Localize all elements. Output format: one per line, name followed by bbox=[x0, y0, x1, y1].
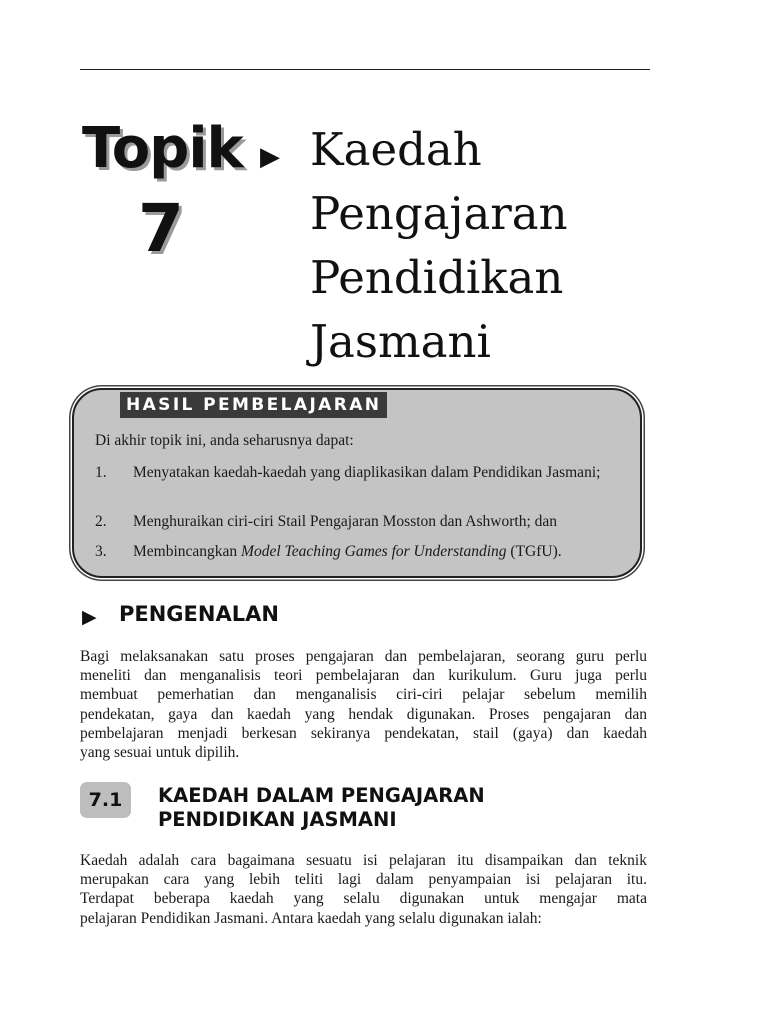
chapter-title-line: Pengajaran bbox=[310, 187, 568, 240]
outcome-text: Menghuraikan ciri-ciri Stail Pengajaran Mosston dan Ashworth; dan bbox=[133, 513, 558, 530]
chapter-title bbox=[310, 118, 640, 374]
paragraph-line: membuat pemerhatian dan menganalisis ciri-ciri pelajar sebelum memilih bbox=[80, 686, 647, 704]
section-number-badge: 7.1 bbox=[80, 782, 131, 818]
section-title-line: KAEDAH DALAM PENGAJARAN bbox=[158, 784, 485, 807]
section-heading: PENGENALAN bbox=[119, 602, 279, 626]
section-paragraph bbox=[80, 851, 647, 928]
section-title bbox=[158, 784, 485, 832]
learning-outcomes-intro: Di akhir topik ini, anda seharusnya dapat: bbox=[95, 432, 354, 449]
top-rule bbox=[80, 69, 650, 70]
section-title-line: PENDIDIKAN JASMANI bbox=[158, 808, 397, 831]
paragraph-line: Terdapat beberapa kaedah yang selalu digunakan untuk mengajar mata bbox=[80, 890, 647, 908]
chapter-title-line: Pendidikan bbox=[310, 251, 564, 304]
paragraph-line: yang sesuai untuk dipilih. bbox=[80, 744, 240, 762]
paragraph-line: meneliti dan menganalisis teori pembelajaran dan kurikulum. Guru juga perlu bbox=[80, 667, 647, 685]
play-arrow-icon: ▶ bbox=[82, 606, 97, 628]
chapter-title-line: Kaedah bbox=[310, 123, 482, 176]
paragraph-line: merupakan cara yang lebih teliti lagi dalam penyampaian isi pelajaran itu. bbox=[80, 871, 647, 889]
topic-number: 7 bbox=[138, 190, 184, 267]
outcome-text-italic: Model Teaching Games for Understanding bbox=[241, 543, 507, 560]
paragraph-line: pelajaran Pendidikan Jasmani. Antara kaedah yang selalu digunakan ialah: bbox=[80, 909, 542, 927]
paragraph-line: Kaedah adalah cara bagaimana sesuatu isi pelajaran itu disampaikan dan teknik bbox=[80, 852, 647, 869]
outcome-text: Menyatakan kaedah-kaedah yang diaplikasikan dalam Pendidikan Jasmani; bbox=[133, 464, 601, 481]
learning-outcomes-label: HASIL PEMBELAJARAN bbox=[120, 392, 387, 418]
play-arrow-icon: ▶ bbox=[260, 142, 280, 172]
outcome-number: 3. bbox=[95, 543, 107, 560]
paragraph-line: pembelajaran menjadi berkesan sekiranya pendekatan, stail (gaya) dan kaedah bbox=[80, 724, 647, 742]
outcome-text bbox=[133, 542, 621, 561]
outcome-text-plain: (TGfU). bbox=[506, 543, 562, 560]
paragraph-line: pendekatan, gaya dan kaedah yang hendak digunakan. Proses pengajaran dan bbox=[80, 705, 647, 723]
chapter-title-line: Jasmani bbox=[310, 315, 491, 368]
outcome-number: 2. bbox=[95, 513, 107, 530]
outcome-number: 1. bbox=[95, 464, 107, 481]
outcome-text-plain: Membincangkan bbox=[133, 543, 242, 560]
topic-label: Topik bbox=[82, 116, 243, 181]
paragraph-line: Bagi melaksanakan satu proses pengajaran dan pembelajaran, seorang guru perlu bbox=[80, 648, 647, 665]
introduction-paragraph bbox=[80, 647, 647, 762]
